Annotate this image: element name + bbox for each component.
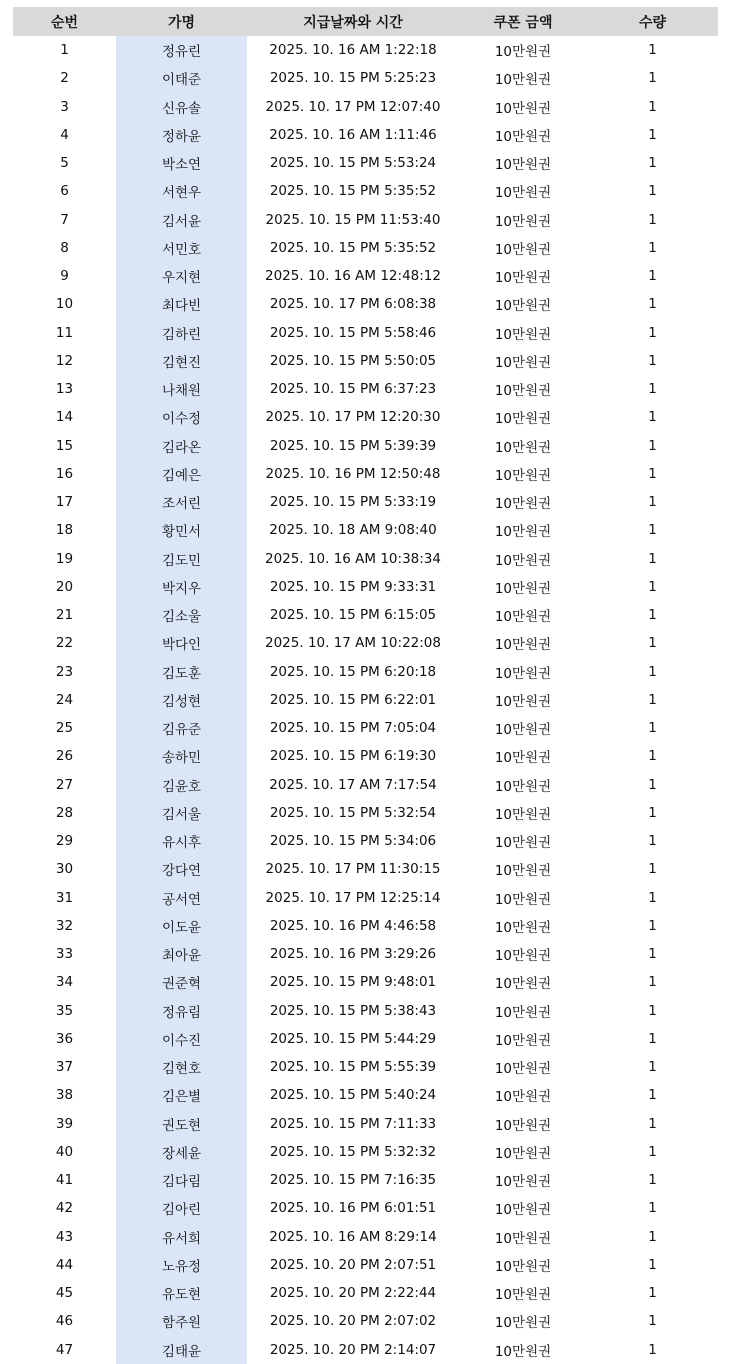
cell-no: 37 — [55, 1059, 74, 1076]
table-row — [13, 686, 718, 714]
cell-amount: 10만원권 — [494, 213, 552, 230]
table-row — [13, 1110, 718, 1138]
table-row — [13, 601, 718, 629]
table-row — [13, 742, 718, 770]
table-row — [13, 149, 718, 177]
cell-datetime: 2025. 10. 20 PM 2:22:44 — [269, 1285, 437, 1302]
cell-name: 김유준 — [116, 714, 247, 742]
table-row — [13, 1053, 718, 1081]
table-row — [13, 912, 718, 940]
table-row — [13, 1138, 718, 1166]
cell-qty: 1 — [648, 804, 657, 821]
table-row — [13, 64, 718, 92]
cell-qty: 1 — [648, 1200, 657, 1217]
coupon-table — [13, 7, 718, 1364]
cell-qty: 1 — [648, 126, 657, 143]
cell-qty: 1 — [648, 946, 657, 963]
cell-no: 1 — [60, 42, 69, 59]
cell-datetime: 2025. 10. 15 PM 11:53:40 — [265, 211, 441, 228]
cell-datetime: 2025. 10. 15 PM 5:40:24 — [269, 1087, 437, 1104]
cell-name: 정하윤 — [116, 121, 247, 149]
cell-name: 김현호 — [116, 1053, 247, 1081]
cell-qty: 1 — [648, 889, 657, 906]
cell-no: 4 — [60, 126, 69, 143]
cell-name: 조서린 — [116, 488, 247, 516]
table-row — [13, 1194, 718, 1222]
table-row — [13, 432, 718, 460]
table-row — [13, 658, 718, 686]
cell-no: 24 — [55, 691, 74, 708]
cell-no: 40 — [55, 1143, 74, 1160]
cell-datetime: 2025. 10. 15 PM 6:15:05 — [269, 607, 437, 624]
cell-name: 노유정 — [116, 1251, 247, 1279]
cell-name: 김하린 — [116, 319, 247, 347]
cell-datetime: 2025. 10. 17 PM 12:25:14 — [265, 889, 441, 906]
cell-datetime: 2025. 10. 17 PM 6:08:38 — [269, 296, 437, 313]
cell-datetime: 2025. 10. 17 PM 12:07:40 — [265, 98, 441, 115]
cell-no: 23 — [55, 663, 74, 680]
cell-amount: 10만원권 — [494, 467, 552, 484]
cell-qty: 1 — [648, 1172, 657, 1189]
cell-datetime: 2025. 10. 16 PM 4:46:58 — [269, 917, 437, 934]
cell-qty: 1 — [648, 861, 657, 878]
cell-no: 15 — [55, 437, 74, 454]
cell-datetime: 2025. 10. 17 AM 7:17:54 — [269, 776, 437, 793]
cell-datetime: 2025. 10. 15 PM 6:22:01 — [269, 691, 437, 708]
cell-qty: 1 — [648, 268, 657, 285]
table-row — [13, 884, 718, 912]
cell-name: 서민호 — [116, 234, 247, 262]
header-row — [13, 7, 718, 36]
cell-amount: 10만원권 — [494, 128, 552, 145]
table-row — [13, 997, 718, 1025]
cell-datetime: 2025. 10. 16 AM 1:22:18 — [269, 42, 437, 59]
cell-no: 12 — [55, 352, 74, 369]
cell-qty: 1 — [648, 1002, 657, 1019]
cell-name: 장세윤 — [116, 1138, 247, 1166]
cell-name: 서현우 — [116, 177, 247, 205]
cell-amount: 10만원권 — [494, 1032, 552, 1049]
cell-name: 유도현 — [116, 1279, 247, 1307]
cell-datetime: 2025. 10. 15 PM 5:58:46 — [269, 324, 437, 341]
cell-qty: 1 — [648, 494, 657, 511]
cell-no: 9 — [60, 268, 69, 285]
cell-amount: 10만원권 — [494, 778, 552, 795]
table-row — [13, 1307, 718, 1335]
table-row — [13, 1336, 718, 1364]
table-row — [13, 121, 718, 149]
cell-qty: 1 — [648, 1285, 657, 1302]
cell-amount: 10만원권 — [494, 496, 552, 513]
cell-qty: 1 — [648, 578, 657, 595]
cell-datetime: 2025. 10. 16 PM 6:01:51 — [269, 1200, 437, 1217]
table-row — [13, 1166, 718, 1194]
cell-qty: 1 — [648, 748, 657, 765]
cell-datetime: 2025. 10. 15 PM 9:48:01 — [269, 974, 437, 991]
cell-no: 46 — [55, 1313, 74, 1330]
cell-qty: 1 — [648, 550, 657, 567]
cell-no: 11 — [55, 324, 74, 341]
cell-datetime: 2025. 10. 20 PM 2:14:07 — [269, 1341, 437, 1358]
cell-name: 권도현 — [116, 1110, 247, 1138]
cell-no: 32 — [55, 917, 74, 934]
table-row — [13, 290, 718, 318]
cell-qty: 1 — [648, 42, 657, 59]
cell-no: 17 — [55, 494, 74, 511]
cell-qty: 1 — [648, 324, 657, 341]
cell-amount: 10만원권 — [494, 1343, 552, 1360]
cell-amount: 10만원권 — [494, 1202, 552, 1219]
cell-datetime: 2025. 10. 16 AM 10:38:34 — [265, 550, 441, 567]
cell-qty: 1 — [648, 183, 657, 200]
cell-qty: 1 — [648, 239, 657, 256]
cell-datetime: 2025. 10. 15 PM 5:32:54 — [269, 804, 437, 821]
table-row — [13, 262, 718, 290]
cell-name: 김서윤 — [116, 206, 247, 234]
cell-no: 31 — [55, 889, 74, 906]
cell-amount: 10만원권 — [494, 1315, 552, 1332]
table-row — [13, 36, 718, 64]
cell-name: 김서울 — [116, 799, 247, 827]
cell-datetime: 2025. 10. 15 PM 7:16:35 — [269, 1172, 437, 1189]
cell-name: 황민서 — [116, 516, 247, 544]
cell-amount: 10만원권 — [494, 1004, 552, 1021]
cell-name: 박지우 — [116, 573, 247, 601]
cell-amount: 10만원권 — [494, 637, 552, 654]
cell-datetime: 2025. 10. 17 AM 10:22:08 — [265, 635, 441, 652]
cell-no: 38 — [55, 1087, 74, 1104]
table-row — [13, 206, 718, 234]
cell-datetime: 2025. 10. 16 AM 12:48:12 — [265, 268, 441, 285]
cell-qty: 1 — [648, 1087, 657, 1104]
table-row — [13, 1025, 718, 1053]
cell-amount: 10만원권 — [494, 806, 552, 823]
table-row — [13, 460, 718, 488]
cell-amount: 10만원권 — [494, 835, 552, 852]
header-qty: 수량 — [587, 7, 718, 36]
cell-datetime: 2025. 10. 15 PM 7:11:33 — [269, 1115, 437, 1132]
cell-datetime: 2025. 10. 15 PM 5:55:39 — [269, 1059, 437, 1076]
cell-amount: 10만원권 — [494, 72, 552, 89]
table-header — [13, 7, 718, 36]
cell-no: 3 — [60, 98, 69, 115]
cell-datetime: 2025. 10. 15 PM 5:50:05 — [269, 352, 437, 369]
cell-no: 8 — [60, 239, 69, 256]
cell-name: 김태윤 — [116, 1336, 247, 1364]
cell-amount: 10만원권 — [494, 524, 552, 541]
cell-no: 6 — [60, 183, 69, 200]
cell-qty: 1 — [648, 607, 657, 624]
cell-amount: 10만원권 — [494, 552, 552, 569]
cell-qty: 1 — [648, 1228, 657, 1245]
cell-name: 함주원 — [116, 1307, 247, 1335]
cell-qty: 1 — [648, 352, 657, 369]
cell-qty: 1 — [648, 1059, 657, 1076]
table-row — [13, 968, 718, 996]
cell-no: 19 — [55, 550, 74, 567]
cell-datetime: 2025. 10. 15 PM 5:44:29 — [269, 1030, 437, 1047]
cell-amount: 10만원권 — [494, 383, 552, 400]
table-row — [13, 347, 718, 375]
table-row — [13, 234, 718, 262]
cell-amount: 10만원권 — [494, 919, 552, 936]
cell-no: 34 — [55, 974, 74, 991]
cell-no: 20 — [55, 578, 74, 595]
table-row — [13, 1223, 718, 1251]
cell-name: 김아린 — [116, 1194, 247, 1222]
cell-name: 우지현 — [116, 262, 247, 290]
cell-qty: 1 — [648, 1143, 657, 1160]
cell-no: 36 — [55, 1030, 74, 1047]
cell-qty: 1 — [648, 70, 657, 87]
cell-name: 이도윤 — [116, 912, 247, 940]
cell-qty: 1 — [648, 1115, 657, 1132]
table-row — [13, 375, 718, 403]
table-row — [13, 1081, 718, 1109]
cell-qty: 1 — [648, 833, 657, 850]
cell-no: 43 — [55, 1228, 74, 1245]
cell-qty: 1 — [648, 98, 657, 115]
cell-qty: 1 — [648, 296, 657, 313]
cell-amount: 10만원권 — [494, 1258, 552, 1275]
cell-no: 22 — [55, 635, 74, 652]
table-row — [13, 93, 718, 121]
cell-name: 김다림 — [116, 1166, 247, 1194]
cell-qty: 1 — [648, 437, 657, 454]
cell-datetime: 2025. 10. 15 PM 5:33:19 — [269, 494, 437, 511]
cell-no: 10 — [55, 296, 74, 313]
cell-no: 26 — [55, 748, 74, 765]
coupon-distribution-sheet — [13, 7, 718, 1364]
cell-name: 강다연 — [116, 855, 247, 883]
header-amount: 쿠폰 금액 — [459, 7, 587, 36]
cell-name: 권준혁 — [116, 968, 247, 996]
cell-amount: 10만원권 — [494, 157, 552, 174]
cell-no: 2 — [60, 70, 69, 87]
cell-no: 7 — [60, 211, 69, 228]
cell-no: 35 — [55, 1002, 74, 1019]
cell-qty: 1 — [648, 522, 657, 539]
cell-amount: 10만원권 — [494, 722, 552, 739]
cell-amount: 10만원권 — [494, 750, 552, 767]
cell-name: 김윤호 — [116, 771, 247, 799]
cell-datetime: 2025. 10. 16 AM 1:11:46 — [269, 126, 437, 143]
cell-amount: 10만원권 — [494, 411, 552, 428]
cell-qty: 1 — [648, 917, 657, 934]
cell-amount: 10만원권 — [494, 1287, 552, 1304]
cell-amount: 10만원권 — [494, 298, 552, 315]
cell-name: 정유린 — [116, 36, 247, 64]
cell-name: 송하민 — [116, 742, 247, 770]
cell-name: 최다빈 — [116, 290, 247, 318]
cell-datetime: 2025. 10. 15 PM 5:53:24 — [269, 155, 437, 172]
cell-name: 이수정 — [116, 403, 247, 431]
cell-qty: 1 — [648, 1341, 657, 1358]
cell-amount: 10만원권 — [494, 1117, 552, 1134]
cell-qty: 1 — [648, 1030, 657, 1047]
cell-amount: 10만원권 — [494, 1089, 552, 1106]
cell-name: 김현진 — [116, 347, 247, 375]
cell-name: 신유솔 — [116, 93, 247, 121]
cell-no: 39 — [55, 1115, 74, 1132]
cell-no: 33 — [55, 946, 74, 963]
cell-name: 김은별 — [116, 1081, 247, 1109]
cell-no: 29 — [55, 833, 74, 850]
cell-name: 정유림 — [116, 997, 247, 1025]
table-row — [13, 177, 718, 205]
cell-name: 박다인 — [116, 629, 247, 657]
cell-amount: 10만원권 — [494, 44, 552, 61]
cell-name: 이태준 — [116, 64, 247, 92]
cell-datetime: 2025. 10. 20 PM 2:07:51 — [269, 1256, 437, 1273]
cell-name: 김라온 — [116, 432, 247, 460]
cell-amount: 10만원권 — [494, 270, 552, 287]
cell-datetime: 2025. 10. 15 PM 5:25:23 — [269, 70, 437, 87]
cell-datetime: 2025. 10. 16 AM 8:29:14 — [269, 1228, 437, 1245]
cell-amount: 10만원권 — [494, 609, 552, 626]
cell-qty: 1 — [648, 155, 657, 172]
cell-amount: 10만원권 — [494, 976, 552, 993]
cell-name: 김도훈 — [116, 658, 247, 686]
header-no: 순번 — [13, 7, 116, 36]
table-row — [13, 799, 718, 827]
cell-no: 28 — [55, 804, 74, 821]
cell-datetime: 2025. 10. 15 PM 5:35:52 — [269, 239, 437, 256]
cell-datetime: 2025. 10. 15 PM 9:33:31 — [269, 578, 437, 595]
cell-qty: 1 — [648, 1256, 657, 1273]
cell-datetime: 2025. 10. 15 PM 7:05:04 — [269, 720, 437, 737]
cell-name: 유시후 — [116, 827, 247, 855]
cell-datetime: 2025. 10. 15 PM 5:32:32 — [269, 1143, 437, 1160]
cell-qty: 1 — [648, 663, 657, 680]
cell-amount: 10만원권 — [494, 665, 552, 682]
cell-no: 13 — [55, 381, 74, 398]
cell-qty: 1 — [648, 635, 657, 652]
header-datetime: 지급날짜와 시간 — [247, 7, 459, 36]
cell-qty: 1 — [648, 974, 657, 991]
table-row — [13, 629, 718, 657]
cell-amount: 10만원권 — [494, 439, 552, 456]
cell-datetime: 2025. 10. 15 PM 6:20:18 — [269, 663, 437, 680]
table-row — [13, 855, 718, 883]
cell-no: 5 — [60, 155, 69, 172]
cell-no: 21 — [55, 607, 74, 624]
cell-qty: 1 — [648, 776, 657, 793]
table-row — [13, 488, 718, 516]
table-row — [13, 573, 718, 601]
cell-amount: 10만원권 — [494, 863, 552, 880]
cell-no: 45 — [55, 1285, 74, 1302]
cell-amount: 10만원권 — [494, 580, 552, 597]
cell-amount: 10만원권 — [494, 354, 552, 371]
cell-datetime: 2025. 10. 17 PM 11:30:15 — [265, 861, 441, 878]
cell-name: 이수진 — [116, 1025, 247, 1053]
cell-amount: 10만원권 — [494, 891, 552, 908]
table-row — [13, 827, 718, 855]
cell-no: 18 — [55, 522, 74, 539]
cell-amount: 10만원권 — [494, 1174, 552, 1191]
cell-name: 김예은 — [116, 460, 247, 488]
cell-name: 김성현 — [116, 686, 247, 714]
cell-qty: 1 — [648, 720, 657, 737]
table-body — [13, 36, 718, 1364]
cell-no: 25 — [55, 720, 74, 737]
table-row — [13, 516, 718, 544]
cell-amount: 10만원권 — [494, 100, 552, 117]
cell-amount: 10만원권 — [494, 326, 552, 343]
cell-name: 최아윤 — [116, 940, 247, 968]
cell-qty: 1 — [648, 1313, 657, 1330]
cell-datetime: 2025. 10. 16 PM 3:29:26 — [269, 946, 437, 963]
table-row — [13, 771, 718, 799]
table-row — [13, 940, 718, 968]
cell-qty: 1 — [648, 691, 657, 708]
header-name: 가명 — [116, 7, 247, 36]
table-row — [13, 714, 718, 742]
cell-datetime: 2025. 10. 15 PM 5:38:43 — [269, 1002, 437, 1019]
cell-no: 47 — [55, 1341, 74, 1358]
cell-datetime: 2025. 10. 15 PM 5:34:06 — [269, 833, 437, 850]
table-row — [13, 403, 718, 431]
cell-amount: 10만원권 — [494, 693, 552, 710]
cell-qty: 1 — [648, 211, 657, 228]
table-row — [13, 1279, 718, 1307]
table-row — [13, 1251, 718, 1279]
cell-amount: 10만원권 — [494, 948, 552, 965]
cell-name: 나채원 — [116, 375, 247, 403]
cell-datetime: 2025. 10. 15 PM 6:37:23 — [269, 381, 437, 398]
cell-datetime: 2025. 10. 18 AM 9:08:40 — [269, 522, 437, 539]
cell-no: 42 — [55, 1200, 74, 1217]
cell-datetime: 2025. 10. 15 PM 6:19:30 — [269, 748, 437, 765]
cell-name: 김소울 — [116, 601, 247, 629]
table-row — [13, 545, 718, 573]
cell-datetime: 2025. 10. 20 PM 2:07:02 — [269, 1313, 437, 1330]
cell-no: 30 — [55, 861, 74, 878]
cell-name: 박소연 — [116, 149, 247, 177]
cell-amount: 10만원권 — [494, 1061, 552, 1078]
cell-datetime: 2025. 10. 17 PM 12:20:30 — [265, 409, 441, 426]
table-row — [13, 319, 718, 347]
cell-qty: 1 — [648, 409, 657, 426]
cell-no: 16 — [55, 465, 74, 482]
cell-no: 41 — [55, 1172, 74, 1189]
cell-name: 유서희 — [116, 1223, 247, 1251]
cell-datetime: 2025. 10. 15 PM 5:39:39 — [269, 437, 437, 454]
cell-no: 14 — [55, 409, 74, 426]
cell-amount: 10만원권 — [494, 1230, 552, 1247]
cell-name: 공서연 — [116, 884, 247, 912]
cell-amount: 10만원권 — [494, 1145, 552, 1162]
cell-no: 44 — [55, 1256, 74, 1273]
cell-qty: 1 — [648, 465, 657, 482]
cell-no: 27 — [55, 776, 74, 793]
cell-name: 김도민 — [116, 545, 247, 573]
cell-qty: 1 — [648, 381, 657, 398]
cell-datetime: 2025. 10. 15 PM 5:35:52 — [269, 183, 437, 200]
cell-datetime: 2025. 10. 16 PM 12:50:48 — [265, 465, 441, 482]
cell-amount: 10만원권 — [494, 185, 552, 202]
cell-amount: 10만원권 — [494, 241, 552, 258]
